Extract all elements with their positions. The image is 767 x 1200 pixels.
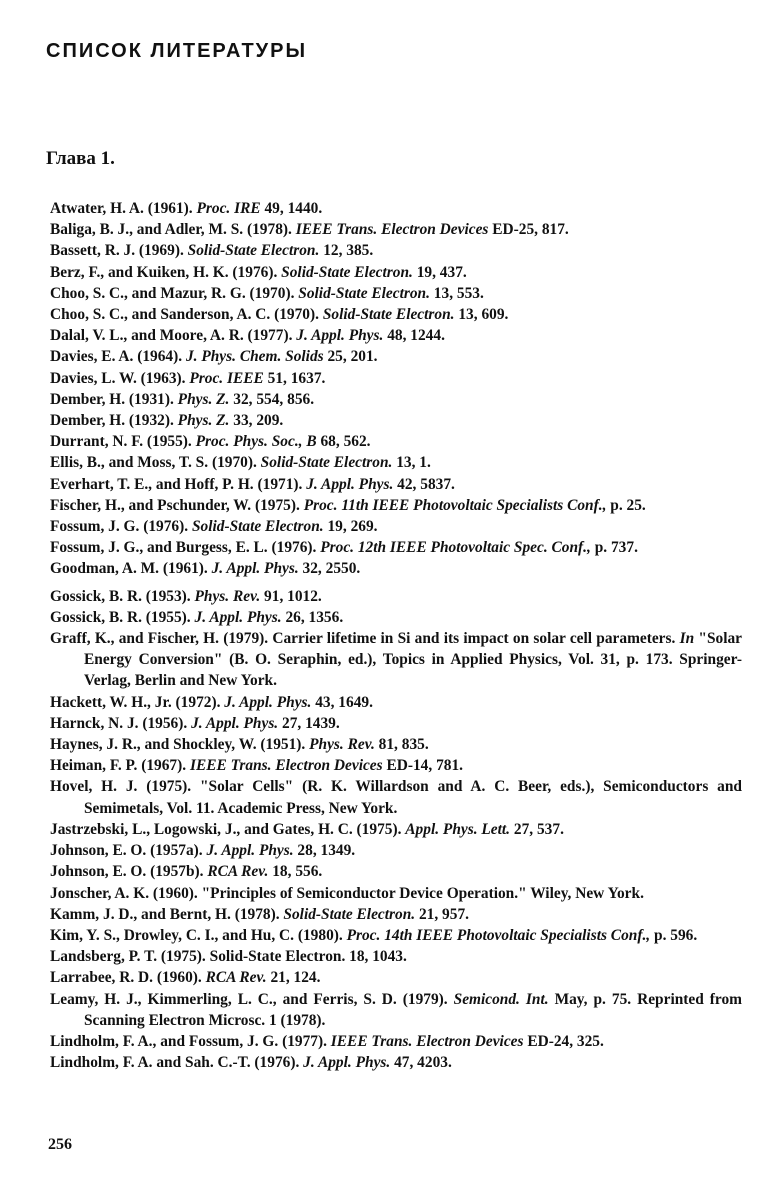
reference-authors: Haynes, J. R., and Shockley, W. (1951). bbox=[50, 736, 310, 754]
reference-pages: 209. bbox=[252, 412, 284, 430]
reference-pages: 1. bbox=[415, 454, 431, 472]
reference-journal: Proc. 14th IEEE Photovoltaic Specialists Conf., bbox=[346, 926, 651, 944]
reference-volume: 18, bbox=[268, 863, 292, 881]
reference-authors: Hovel, H. J. (1975). "Solar Cells" (R. K. Willardson and A. C. Beer, eds.), Semiconductors and Semimetals, Vol. 11. Academic Press, New York. bbox=[50, 778, 742, 817]
reference-authors: Gossick, B. R. (1955). bbox=[50, 608, 195, 626]
reference-volume: 27, bbox=[278, 714, 302, 732]
reference-journal: J. Appl. Phys. bbox=[296, 327, 384, 345]
reference-volume: 43, bbox=[311, 693, 335, 711]
reference-entry bbox=[50, 692, 742, 713]
reference-entry bbox=[50, 537, 742, 558]
reference-entry bbox=[50, 240, 742, 261]
reference-entry bbox=[50, 755, 742, 776]
reference-pages: 124. bbox=[289, 969, 321, 987]
reference-entry bbox=[50, 776, 742, 818]
reference-authors: Johnson, E. O. (1957a). bbox=[50, 842, 207, 860]
reference-volume: 32, bbox=[229, 390, 253, 408]
reference-journal: Solid-State Electron. bbox=[191, 518, 324, 536]
reference-pages: 201. bbox=[346, 348, 378, 366]
reference-entry bbox=[50, 607, 742, 628]
reference-list bbox=[50, 198, 742, 1073]
reference-volume: 13, bbox=[454, 306, 478, 324]
reference-journal: J. Appl. Phys. bbox=[194, 608, 282, 626]
reference-pages: 562. bbox=[339, 433, 371, 451]
reference-authors: Graff, K., and Fischer, H. (1979). Carrier lifetime in Si and its impact on solar cell parameters. bbox=[50, 630, 680, 648]
reference-pages: 835. bbox=[397, 736, 429, 754]
reference-volume: 91, bbox=[260, 587, 284, 605]
reference-journal: Phys. Z. bbox=[177, 390, 230, 408]
reference-authors: Dalal, V. L., and Moore, A. R. (1977). bbox=[50, 327, 297, 345]
reference-volume: 12, bbox=[319, 242, 343, 260]
reference-authors: Berz, F., and Kuiken, H. K. (1976). bbox=[50, 263, 282, 281]
reference-entry bbox=[50, 558, 742, 579]
reference-journal: Proc. Phys. Soc., B bbox=[195, 433, 317, 451]
reference-journal: Solid-State Electron. bbox=[283, 905, 416, 923]
reference-authors: Everhart, T. E., and Hoff, P. H. (1971). bbox=[50, 475, 307, 493]
reference-pages: p. 737. bbox=[590, 539, 638, 557]
reference-volume: 26, bbox=[281, 608, 305, 626]
reference-journal: Phys. Rev. bbox=[194, 587, 261, 605]
reference-authors: Lindholm, F. A. and Sah. C.-T. (1976). bbox=[50, 1054, 304, 1072]
reference-pages: 553. bbox=[453, 284, 484, 302]
reference-entry bbox=[50, 925, 742, 946]
reference-entry bbox=[50, 946, 742, 967]
reference-volume: 33, bbox=[229, 412, 253, 430]
reference-pages: 1637. bbox=[286, 369, 326, 387]
reference-entry bbox=[50, 516, 742, 537]
reference-journal: In bbox=[679, 630, 695, 648]
reference-entry bbox=[50, 283, 742, 304]
reference-journal: Proc. IRE bbox=[196, 200, 261, 217]
page-number: 256 bbox=[48, 1136, 72, 1153]
reference-journal: RCA Rev. bbox=[207, 863, 269, 881]
reference-authors: Kamm, J. D., and Bernt, H. (1978). bbox=[50, 905, 284, 923]
reference-volume: 28, bbox=[293, 842, 317, 860]
reference-volume: 49, bbox=[260, 200, 284, 217]
reference-pages: 325. bbox=[573, 1032, 604, 1050]
reference-authors: Ellis, B., and Moss, T. S. (1970). bbox=[50, 454, 261, 472]
reference-entry bbox=[50, 431, 742, 452]
reference-pages: May, p. 75. Reprinted from Scanning Electron Microsc. 1 (1978). bbox=[84, 990, 742, 1029]
reference-authors: Jonscher, A. K. (1960). "Principles of Semiconductor Device Operation." Wiley, New York. bbox=[50, 884, 644, 902]
reference-journal: RCA Rev. bbox=[205, 969, 267, 987]
reference-authors: Baliga, B. J., and Adler, M. S. (1978). bbox=[50, 221, 296, 239]
reference-authors: Fossum, J. G., and Burgess, E. L. (1976). bbox=[50, 539, 321, 557]
reference-journal: Solid-State Electron. bbox=[298, 284, 430, 302]
reference-pages: 1244. bbox=[406, 327, 445, 345]
reference-pages: 1440. bbox=[283, 200, 323, 217]
reference-journal: Appl. Phys. Lett. bbox=[405, 820, 511, 838]
reference-authors: Landsberg, P. T. (1975). Solid-State Electron. 18, 1043. bbox=[50, 948, 407, 966]
reference-authors: Harnck, N. J. (1956). bbox=[50, 714, 192, 732]
reference-entry bbox=[50, 346, 742, 367]
reference-volume: 13, bbox=[429, 284, 454, 302]
reference-journal: J. Appl. Phys. bbox=[191, 714, 279, 732]
reference-volume: 21, bbox=[415, 905, 439, 923]
reference-volume: 13, bbox=[392, 454, 416, 472]
reference-authors: Dember, H. (1931). bbox=[50, 390, 178, 408]
reference-volume: 42, bbox=[393, 475, 417, 493]
reference-journal: Solid-State Electron. bbox=[260, 454, 393, 472]
reference-volume: 25, bbox=[323, 348, 347, 366]
reference-entry bbox=[50, 452, 742, 473]
reference-pages: 1649. bbox=[334, 693, 373, 711]
reference-entry bbox=[50, 198, 742, 219]
reference-journal: Phys. Z. bbox=[177, 412, 230, 430]
reference-authors: Atwater, H. A. (1961). bbox=[50, 200, 197, 217]
reference-entry bbox=[50, 325, 742, 346]
reference-authors: Kim, Y. S., Drowley, C. I., and Hu, C. (1980). bbox=[50, 926, 347, 944]
reference-pages: 437. bbox=[435, 263, 467, 281]
reference-entry bbox=[50, 819, 742, 840]
reference-volume: 81, bbox=[374, 736, 398, 754]
reference-volume: 51, bbox=[263, 369, 287, 387]
reference-entry bbox=[50, 967, 742, 988]
reference-entry bbox=[50, 262, 742, 283]
reference-journal: J. Appl. Phys. bbox=[206, 842, 294, 860]
reference-volume: 21, bbox=[266, 969, 290, 987]
reference-volume: 19, bbox=[323, 518, 347, 536]
reference-volume: 27, bbox=[510, 820, 534, 838]
reference-volume: 19, bbox=[412, 263, 436, 281]
reference-pages: 957. bbox=[438, 905, 469, 923]
reference-entry bbox=[50, 389, 742, 410]
reference-pages: "Solar Energy Conversion" (B. O. Seraphin, ed.), Topics in Applied Physics, Vol. 31, p. 173. Springer-Verlag, Berlin and New York. bbox=[84, 630, 742, 690]
reference-authors: Fischer, H., and Pschunder, W. (1975). bbox=[50, 496, 304, 514]
reference-pages: p. 25. bbox=[606, 496, 646, 514]
reference-entry bbox=[50, 586, 742, 607]
reference-entry bbox=[50, 410, 742, 431]
reference-authors: Hackett, W. H., Jr. (1972). bbox=[50, 693, 225, 711]
reference-entry bbox=[50, 495, 742, 516]
reference-pages: 5837. bbox=[416, 475, 455, 493]
reference-entry bbox=[50, 989, 742, 1031]
reference-pages: 556. bbox=[291, 863, 323, 881]
reference-journal: IEEE Trans. Electron Devices bbox=[330, 1032, 524, 1050]
reference-journal: Solid-State Electron. bbox=[322, 306, 455, 324]
reference-pages: 609. bbox=[477, 306, 509, 324]
reference-journal: Proc. 11th IEEE Photovoltaic Specialists Conf., bbox=[303, 496, 607, 514]
reference-pages: 817. bbox=[537, 221, 569, 239]
reference-entry bbox=[50, 219, 742, 240]
reference-journal: J. Appl. Phys. bbox=[306, 475, 394, 493]
reference-volume: ED-25, bbox=[488, 221, 538, 239]
reference-entry bbox=[50, 304, 742, 325]
reference-journal: Semicond. Int. bbox=[453, 990, 549, 1008]
chapter-heading: Глава 1. bbox=[46, 148, 115, 169]
reference-pages: 554, 856. bbox=[252, 390, 315, 408]
reference-pages: 2550. bbox=[321, 560, 361, 578]
reference-journal: Phys. Rev. bbox=[309, 736, 375, 754]
reference-pages: 4203. bbox=[413, 1054, 452, 1072]
reference-entry bbox=[50, 1052, 742, 1073]
reference-entry bbox=[50, 904, 742, 925]
reference-pages: 1356. bbox=[304, 608, 344, 626]
reference-journal: IEEE Trans. Electron Devices bbox=[295, 221, 489, 239]
reference-journal: J. Phys. Chem. Solids bbox=[185, 348, 324, 366]
reference-authors: Durrant, N. F. (1955). bbox=[50, 433, 196, 451]
reference-volume: 68, bbox=[316, 433, 340, 451]
reference-journal: Solid-State Electron. bbox=[187, 242, 320, 260]
reference-authors: Goodman, A. M. (1961). bbox=[50, 560, 212, 578]
reference-entry bbox=[50, 713, 742, 734]
reference-journal: IEEE Trans. Electron Devices bbox=[189, 757, 383, 775]
reference-journal: J. Appl. Phys. bbox=[211, 560, 299, 578]
reference-journal: J. Appl. Phys. bbox=[303, 1054, 391, 1072]
reference-pages: 269. bbox=[346, 518, 378, 536]
reference-entry bbox=[50, 861, 742, 882]
reference-pages: 537. bbox=[533, 820, 564, 838]
reference-authors: Choo, S. C., and Sanderson, A. C. (1970). bbox=[50, 306, 323, 324]
reference-authors: Davies, L. W. (1963). bbox=[50, 369, 190, 387]
reference-pages: p. 596. bbox=[650, 926, 698, 944]
reference-authors: Choo, S. C., and Mazur, R. G. (1970). bbox=[50, 284, 299, 302]
reference-pages: 385. bbox=[342, 242, 374, 260]
reference-entry bbox=[50, 368, 742, 389]
reference-pages: 781. bbox=[432, 757, 463, 775]
reference-pages: 1012. bbox=[283, 587, 322, 605]
reference-entry bbox=[50, 883, 742, 904]
reference-volume: 48, bbox=[383, 327, 407, 345]
reference-authors: Bassett, R. J. (1969). bbox=[50, 242, 188, 260]
reference-authors: Lindholm, F. A., and Fossum, J. G. (1977). bbox=[50, 1032, 331, 1050]
reference-authors: Leamy, H. J., Kimmerling, L. C., and Ferris, S. D. (1979). bbox=[50, 990, 454, 1008]
reference-journal: Proc. IEEE bbox=[189, 369, 264, 387]
reference-authors: Heiman, F. P. (1967). bbox=[50, 757, 190, 775]
reference-pages: 1439. bbox=[301, 714, 340, 732]
reference-journal: Solid-State Electron. bbox=[281, 263, 413, 281]
reference-journal: Proc. 12th IEEE Photovoltaic Spec. Conf., bbox=[320, 539, 591, 557]
reference-entry bbox=[50, 628, 742, 692]
reference-volume: 32, bbox=[298, 560, 322, 578]
page-title: СПИСОК ЛИТЕРАТУРЫ bbox=[46, 40, 308, 62]
reference-entry bbox=[50, 1031, 742, 1052]
reference-volume: 47, bbox=[390, 1054, 414, 1072]
reference-journal: J. Appl. Phys. bbox=[224, 693, 312, 711]
reference-authors: Larrabee, R. D. (1960). bbox=[50, 969, 206, 987]
reference-volume: ED-24, bbox=[523, 1032, 574, 1050]
reference-entry bbox=[50, 734, 742, 755]
reference-volume: ED-14, bbox=[382, 757, 433, 775]
reference-authors: Gossick, B. R. (1953). bbox=[50, 587, 195, 605]
reference-authors: Dember, H. (1932). bbox=[50, 412, 178, 430]
reference-authors: Fossum, J. G. (1976). bbox=[50, 518, 192, 536]
reference-authors: Davies, E. A. (1964). bbox=[50, 348, 186, 366]
reference-authors: Johnson, E. O. (1957b). bbox=[50, 863, 208, 881]
reference-entry bbox=[50, 840, 742, 861]
reference-pages: 1349. bbox=[316, 842, 356, 860]
reference-entry bbox=[50, 474, 742, 495]
reference-authors: Jastrzebski, L., Logowski, J., and Gates, H. C. (1975). bbox=[50, 820, 406, 838]
